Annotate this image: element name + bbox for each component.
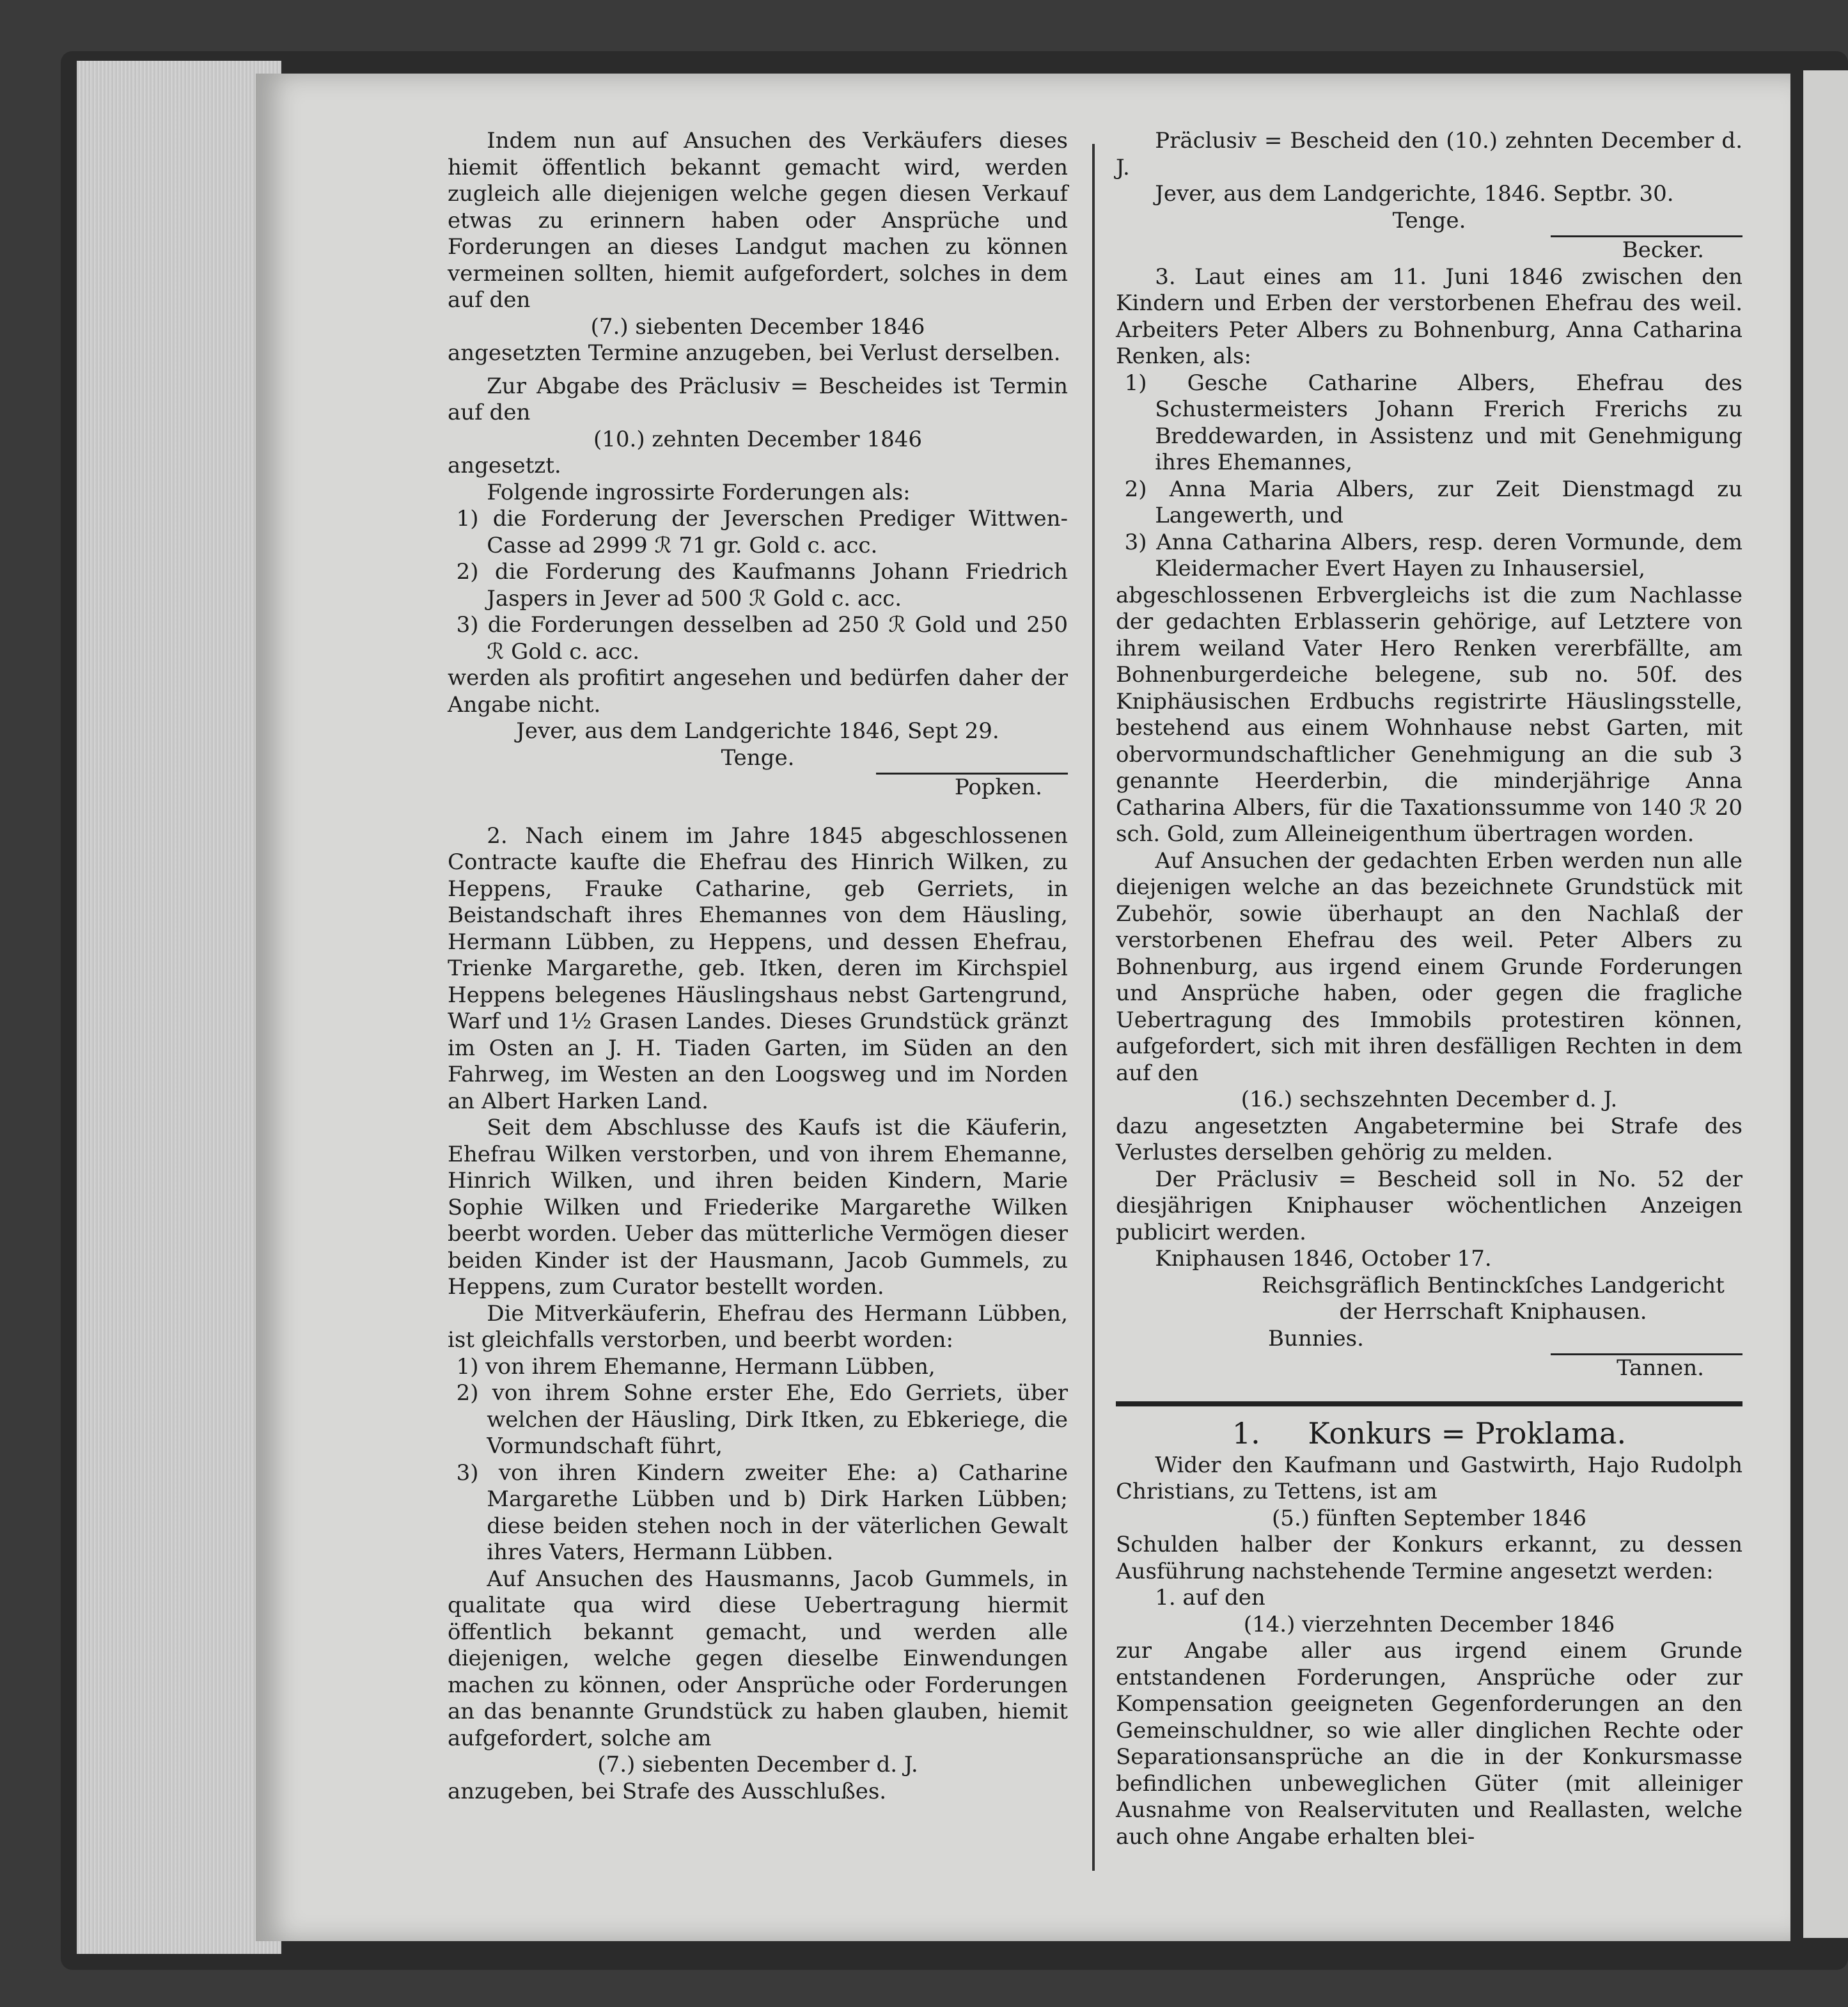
section-title: Konkurs = Proklama. <box>1308 1415 1627 1451</box>
date-line: (10.) zehnten December 1846 <box>593 426 922 452</box>
signature: Tannen. <box>1617 1355 1704 1381</box>
paragraph: Die Mitverkäuferin, Ehefrau des Hermann Lübben, ist gleichfalls verstorben, und beerbt worden: <box>448 1300 1068 1353</box>
signature: Tenge. <box>1392 207 1466 233</box>
paragraph: Folgende ingrossirte Forderungen als: <box>487 479 911 505</box>
date-line: (7.) siebenten December 1846 <box>590 313 925 340</box>
signature: Tenge. <box>721 744 795 771</box>
paragraph: Der Präclusiv = Bescheid soll in No. 52 der diesjährigen Kniphauser wöchentlichen Anzeigen publicirt werden. <box>1116 1166 1742 1245</box>
paragraph: werden als profitirt angesehen und bedürfen daher der Angabe nicht. <box>448 665 1068 718</box>
paragraph: Wider den Kaufmann und Gastwirth, Hajo Rudolph Christians, zu Tettens, ist am <box>1116 1452 1742 1504</box>
paragraph: anzugeben, bei Strafe des Ausschlußes. <box>448 1778 887 1804</box>
list-item: 1) von ihrem Ehemanne, Hermann Lübben, <box>456 1353 936 1380</box>
list-item: 2) Anna Maria Albers, zur Zeit Dienstmagd zu Langewerth, und <box>1124 476 1742 528</box>
list-item: 1) die Forderung der Jeverschen Prediger Wittwen-Casse ad 2999 ℛ 71 gr. Gold c. acc. <box>456 506 1068 558</box>
paragraph: 3. Laut eines am 11. Juni 1846 zwischen den Kindern und Erben der verstorbenen Ehefrau des weil. Arbeiters Peter Albers zu Bohnenburg, Anna Catharina Renken, als: <box>1116 264 1742 369</box>
place-date: Kniphausen 1846, October 17. <box>1155 1246 1492 1271</box>
list-item: 2) die Forderung des Kaufmanns Johann Friedrich Jaspers in Jever ad 500 ℛ Gold c. acc. <box>456 559 1068 611</box>
paragraph: dazu angesetzten Angabetermine bei Strafe des Verlustes derselben gehörig zu melden. <box>1116 1113 1742 1165</box>
right-column <box>1116 128 1742 1850</box>
place-date: Jever, aus dem Landgerichte 1846, Sept 29. <box>516 718 999 744</box>
section-number: 1. <box>1232 1415 1260 1451</box>
paragraph: abgeschlossenen Erbvergleichs ist die zum Nachlasse der gedachten Erblasserin gehörige, auf Letztere von ihrem weiland Vater Hero Renken vererbfällte, am Bohnenburgerdeiche belegene, sub no. 50f. des Kniphäusischen Erdbuchs registrirte Häuslingsstelle, bestehend aus einem Wohnhause nebst Garten, mit obervormundschaftlicher Genehmigung an die sub 3 genannte Heerderbin, die minderjährige Anna Catharina Albers, für die Taxationssumme von 140 ℛ 20 sch. Gold, zum Alleineigenthum übertragen worden. <box>1116 582 1742 847</box>
column-divider <box>1092 144 1095 1871</box>
paragraph: 2. Nach einem im Jahre 1845 abgeschlossenen Contracte kaufte die Ehefrau des Hinrich Wilken, zu Heppens, Frauke Catharine, geb Gerriets, in Beistandschaft ihres Ehemannes von dem Häusling, Hermann Lübben, zu Heppens, und dessen Ehefrau, Trienke Margarethe, geb. Itken, deren im Kirchspiel Heppens belegenes Häuslingshaus nebst Gartengrund, Warf und 1½ Grasen Landes. Dieses Grundstück gränzt im Osten an J. H. Tiaden Garten, im Süden an den Fahrweg, im Westen an den Loogsweg und im Norden an Albert Harken Land. <box>448 822 1068 1114</box>
date-line: (5.) fünften September 1846 <box>1272 1505 1586 1531</box>
list-item: 3) von ihren Kindern zweiter Ehe: a) Catharine Margarethe Lübben und b) Dirk Harken Lübben; diese beiden stehen noch in der väterlichen Gewalt ihres Vaters, Hermann Lübben. <box>456 1460 1068 1565</box>
paragraph: Indem nun auf Ansuchen des Verkäufers dieses hiemit öffentlich bekannt gemacht wird, werden zugleich alle diejenigen welche gegen diesen Verkauf etwas zu erinnern haben oder Ansprüche und Forderungen an dieses Landgut machen zu können vermeinen sollten, hiemit aufgefordert, solches in dem auf den <box>448 128 1068 313</box>
court-name: Reichsgräflich Bentinckſches Landgericht der Herrschaft Kniphausen. <box>1262 1272 1725 1325</box>
paragraph: Schulden halber der Konkurs erkannt, zu dessen Ausführung nachstehende Termine angesetzt werden: <box>1116 1532 1742 1584</box>
signature: Popken. <box>954 775 1042 800</box>
paragraph: Auf Ansuchen des Hausmanns, Jacob Gummels, in qualitate qua wird diese Uebertragung hiermit öffentlich bekannt gemacht, und werden alle diejenigen, welche gegen dieselbe Einwendungen machen zu können, oder Ansprüche oder Forderungen an das benannte Grundstück zu haben glauben, hiemit aufgefordert, solche am <box>448 1566 1068 1751</box>
paragraph: Seit dem Abschlusse des Kaufs ist die Käuferin, Ehefrau Wilken verstorben, und von ihrem Ehemanne, Hinrich Wilken, und ihren beiden Kindern, Marie Sophie Wilken und Friederike Margarethe Wilken beerbt worden. Ueber das mütterliche Vermögen dieser beiden Kinder ist der Hausmann, Jacob Gummels, zu Heppens, zum Curator bestellt worden. <box>448 1115 1068 1300</box>
paragraph: Präclusiv = Bescheid den (10.) zehnten December d. J. <box>1116 128 1742 180</box>
place-date: Jever, aus dem Landgerichte, 1846. Septbr. 30. <box>1155 181 1674 207</box>
facing-page-edge <box>1803 70 1848 1938</box>
paragraph: zur Angabe aller aus irgend einem Grunde entstandenen Forderungen, Ansprüche oder zur Kompensation geeigneten Gegenforderungen an den Gemeinschuldner, so wie aller dinglichen Rechte oder Separationsansprüche an die in der Konkursmasse befindlichen unbeweglichen Güter (mit alleiniger Ausnahme von Realservituten und Reallasten, welche auch ohne Angabe erhalten blei- <box>1116 1638 1742 1850</box>
list-item: 3) die Forderungen desselben ad 250 ℛ Gold und 250 ℛ Gold c. acc. <box>456 612 1068 665</box>
left-column <box>448 128 1068 1805</box>
section-rule <box>1116 1401 1742 1406</box>
paragraph: Zur Abgabe des Präclusiv = Bescheides ist Termin auf den <box>448 373 1068 425</box>
section-heading <box>1116 1414 1742 1452</box>
paragraph: Auf Ansuchen der gedachten Erben werden nun alle diejenigen welche an das bezeichnete Grundstück mit Zubehör, sowie überhaupt an den Nachlaß der verstorbenen Ehefrau des weil. Peter Albers zu Bohnenburg, aus irgend einem Grunde Forderungen und Ansprüche haben, oder gegen die fragliche Uebertragung des Immobils protestiren können, aufgefordert, sich mit ihren desfälligen Rechten in dem auf den <box>1116 847 1742 1086</box>
date-line: (16.) sechszehnten December d. J. <box>1241 1087 1618 1112</box>
signature: Bunnies. <box>1268 1325 1364 1351</box>
paragraph: angesetzt. <box>448 453 561 478</box>
signature: Becker. <box>1622 237 1704 263</box>
page-stack-edges <box>77 61 281 1954</box>
term-line: 1. auf den <box>1155 1585 1265 1610</box>
date-line: (14.) vierzehnten December 1846 <box>1243 1611 1615 1637</box>
list-item: 1) Gesche Catharine Albers, Ehefrau des Schustermeisters Johann Frerich Frerichs zu Breddewarden, in Assistenz und mit Genehmigung ihres Ehemannes, <box>1124 370 1742 475</box>
date-line: (7.) siebenten December d. J. <box>597 1752 918 1777</box>
paragraph: angesetzten Termine anzugeben, bei Verlust derselben. <box>448 340 1061 366</box>
list-item: 3) Anna Catharina Albers, resp. deren Vormunde, dem Kleidermacher Evert Hayen zu Inhausersiel, <box>1124 529 1742 581</box>
list-item: 2) von ihrem Sohne erster Ehe, Edo Gerriets, über welchen der Häusling, Dirk Itken, zu Ebkeriege, die Vormundschaft führt, <box>456 1380 1068 1459</box>
